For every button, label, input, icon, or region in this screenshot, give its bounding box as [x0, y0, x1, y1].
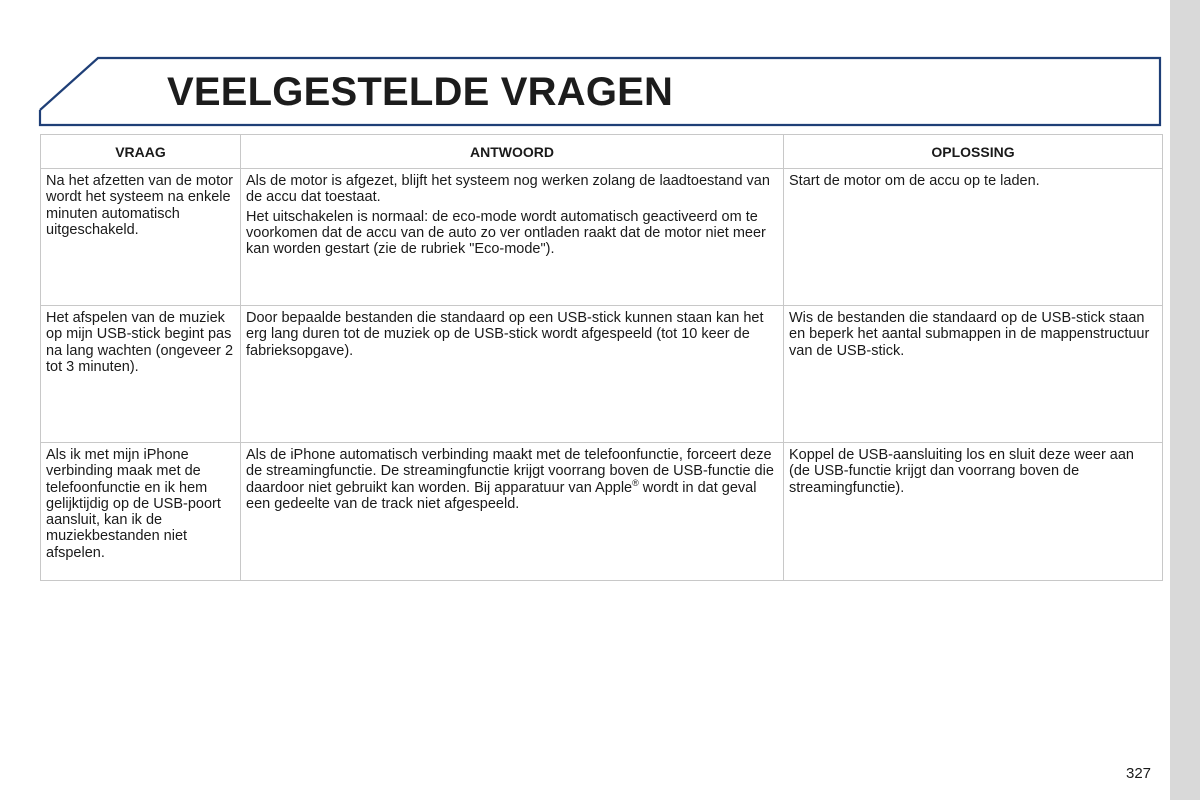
answer-cell — [241, 443, 784, 581]
question-cell — [41, 169, 241, 306]
page-number: 327 — [1126, 765, 1152, 782]
question-cell — [41, 443, 241, 581]
answer-text: Het uitschakelen is normaal: de eco-mode wordt automatisch geactiveerd om te voorkomen dat de accu van de auto zo ver ontladen raakt dat de motor niet meer kan worden gestart (zie de rubriek "Eco-mode"). — [246, 208, 766, 258]
solution-text: Koppel de USB-aansluiting los en sluit deze weer aan (de USB-functie krijgt dan voorrang boven de streamingfunctie). — [789, 447, 1134, 496]
solution-cell — [784, 169, 1163, 306]
question-text: Als ik met mijn iPhone verbinding maak met de telefoonfunctie en ik hem gelijktijdig op de USB-poort aansluit, kan ik de muziekbestanden niet afspelen. — [46, 447, 221, 561]
solution-cell — [784, 306, 1163, 443]
title-banner — [0, 0, 1200, 140]
registered-mark: ® — [632, 477, 639, 488]
page-title: VEELGESTELDE VRAGEN — [167, 70, 674, 114]
answer-text: Door bepaalde bestanden die standaard op een USB-stick kunnen staan kan het erg lang duren tot de muziek op de USB-stick wordt afgespeeld (tot 10 keer de fabrieksopgave). — [246, 310, 764, 359]
table-row — [41, 169, 1163, 306]
solution-text: Start de motor om de accu op te laden. — [789, 173, 1040, 189]
question-text: Het afspelen van de muziek op mijn USB-stick begint pas na lang wachten (ongeveer 2 tot 3 minuten). — [46, 310, 234, 375]
answer-cell — [241, 169, 784, 306]
answer-text-before: Als de iPhone automatisch verbinding maakt met de telefoonfunctie, forceert deze de streamingfunctie. De streamingfunctie krijgt voorrang boven de USB-functie die daardoor niet gebruikt kan worden. Bij apparatuur van Apple — [246, 447, 774, 496]
answer-cell — [241, 306, 784, 443]
table-header-row — [41, 135, 1163, 169]
solution-text: Wis de bestanden die standaard op de USB-stick staan en beperk het aantal submappen in de mappenstructuur van de USB-stick. — [789, 310, 1150, 359]
column-header-question: VRAAG — [41, 135, 241, 169]
column-header-answer: ANTWOORD — [241, 135, 784, 169]
column-header-solution: OPLOSSING — [784, 135, 1163, 169]
answer-text: Als de motor is afgezet, blijft het systeem nog werken zolang de laadtoestand van de accu dat toestaat. — [246, 173, 770, 206]
solution-cell — [784, 443, 1163, 581]
faq-table — [40, 134, 1163, 581]
question-text: Na het afzetten van de motor wordt het systeem na enkele minuten automatisch uitgeschakeld. — [46, 173, 233, 238]
table-row — [41, 443, 1163, 581]
answer-text-after: wordt in dat geval een gedeelte van de track niet afgespeeld. — [246, 479, 757, 512]
table-row — [41, 306, 1163, 443]
question-cell — [41, 306, 241, 443]
